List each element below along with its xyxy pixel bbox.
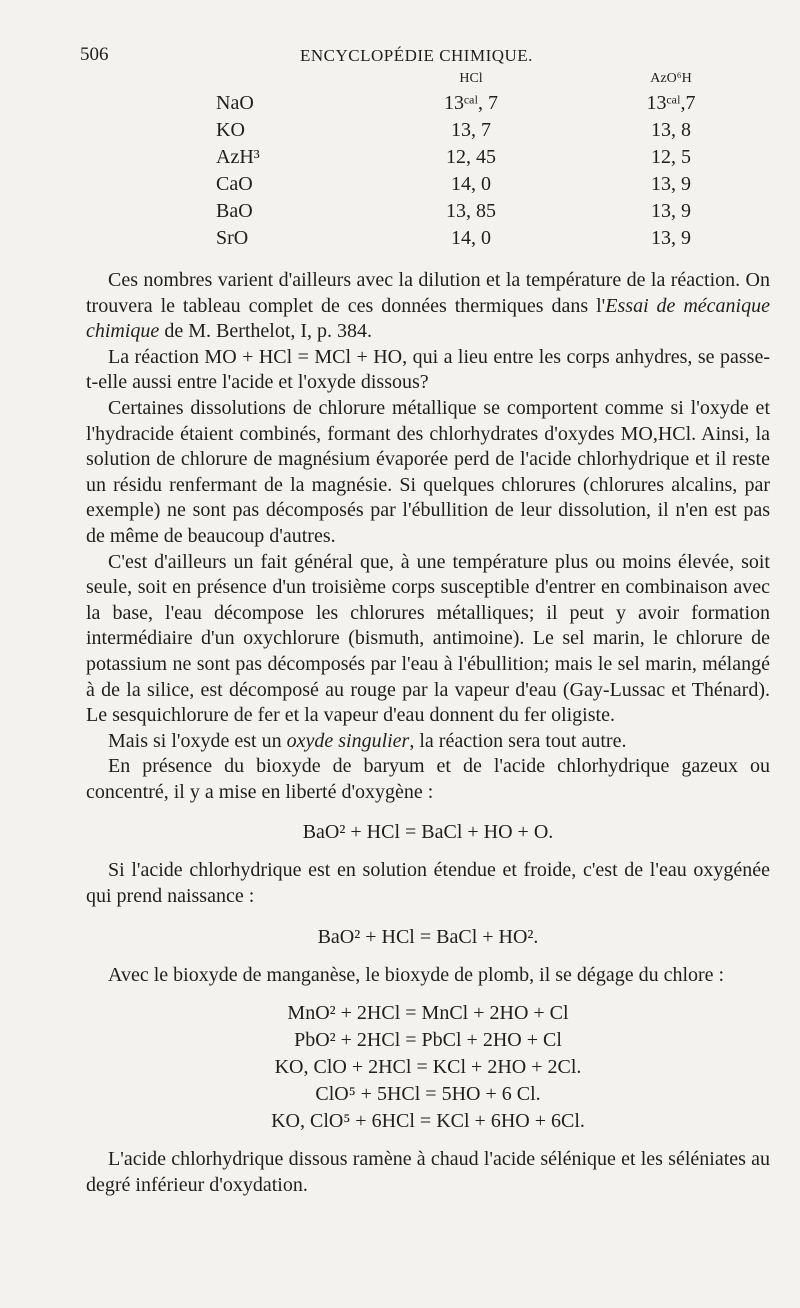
paragraph-barium-peroxide: En présence du bioxyde de baryum et de l'acide chlorhydrique gazeux ou concentré, il y a mise en liberté d'oxygène : (86, 755, 770, 803)
paragraph-dilute-acid: Si l'acide chlorhydrique est en solution étendue et froide, c'est de l'eau oxygénée qui prend naissance : (86, 859, 770, 908)
paragraph-chlorhydrates: Certaines dissolutions de chlorure métallique se comportent comme si l'oxyde et l'hydracide étaient combinés, formant des chlorhydrates d'oxydes MO,HCl. Ainsi, la solution de chlorure de magnésium évaporée perd de l'acide chlorhydrique et il reste un résidu renfermant de la magnésie. Si quelques chlorures (chlorures alcalins, par exemple) ne sont pas décomposés par l'ébullition de leur dissolution, il n'en est pas de même de beaucoup d'autres. (86, 396, 770, 547)
table-cell-hcl: 13, 7 (451, 119, 491, 141)
table-cell-base: NaO (216, 92, 254, 114)
equation-line: MnO² + 2HCl = MnCl + 2HO + Cl (287, 1002, 569, 1025)
page-header (0, 44, 800, 68)
thermochemical-table (190, 68, 766, 252)
equation-line: PbO² + 2HCl = PbCl + 2HO + Cl (294, 1029, 562, 1052)
paragraph-text: Mais si l'oxyde est un (108, 729, 287, 752)
emphasis-term: oxyde singulier (286, 729, 410, 752)
table-cell-base: SrO (216, 227, 249, 249)
equation-oxygenated-water: BaO² + HCl = BaCl + HO². (317, 925, 539, 948)
paragraph-reaction-question: La réaction MO + HCl = MCl + HO, qui a lieu entre les corps anhydres, se passe-t-elle aussi entre l'acide et l'oxyde dissous? (86, 345, 770, 394)
table-cell-base: CaO (216, 173, 253, 195)
table-row (190, 90, 766, 117)
paragraph-text: Ces nombres varient d'ailleurs avec la dilution et la température de la réaction. On trouvera le tableau complet de ces données thermiques dans l' (86, 269, 770, 317)
table-header-azo6h: AzO⁶H (650, 71, 692, 86)
table-cell-base: AzH³ (216, 146, 260, 168)
paragraph-text: , la réaction sera tout autre. (409, 729, 627, 752)
table-cell-hcl: 13, 85 (446, 200, 496, 222)
table-cell-az: 13, 9 (651, 173, 691, 195)
paragraph-singular-oxide (86, 729, 770, 755)
paragraph-chlorine: Avec le bioxyde de manganèse, le bioxyde de plomb, il se dégage du chlore : (108, 963, 725, 986)
running-title: ENCYCLOPÉDIE CHIMIQUE. (300, 46, 533, 65)
equation-line: KO, ClO + 2HCl = KCl + 2HO + 2Cl. (274, 1056, 582, 1079)
table-row (190, 171, 766, 198)
table-row (190, 198, 766, 225)
table-row (190, 225, 766, 252)
paragraph-dilution (86, 268, 770, 345)
table-cell-hcl: 13ᶜᵃˡ, 7 (444, 92, 498, 114)
table-header-empty (190, 68, 366, 90)
table-row (190, 144, 766, 171)
equation-oxygen: BaO² + HCl = BaCl + HO + O. (302, 821, 554, 844)
page-number: 506 (80, 44, 109, 65)
table-cell-az: 13, 9 (651, 227, 691, 249)
equation-line: KO, ClO⁵ + 6HCl = KCl + 6HO + 6Cl. (271, 1110, 585, 1133)
paragraph-selenic: L'acide chlorhydrique dissous ramène à chaud l'acide sélénique et les séléniates au degré inférieur d'oxydation. (86, 1148, 770, 1196)
table-row (190, 117, 766, 144)
table-cell-az: 12, 5 (651, 146, 691, 168)
table-cell-hcl: 12, 45 (446, 146, 496, 168)
book-title: Essai de mécanique chimique (86, 294, 770, 343)
table-cell-hcl: 14, 0 (451, 173, 491, 195)
paragraph-text: de M. Berthelot, I, p. 384. (159, 320, 373, 343)
paragraph-decomposition: C'est d'ailleurs un fait général que, à une température plus ou moins élevée, soit seule, soit en présence d'un troisième corps susceptible d'entrer en combinaison avec la base, l'eau décompose les chlorures métalliques; il peut y avoir formation intermédiaire d'un oxychlorure (bismuth, antimoine). Le sel marin, le chlorure de potassium ne sont pas décomposés par l'eau à l'ébullition; mais le sel marin, mélangé à de la silice, est décomposé au rouge par la vapeur d'eau (Gay-Lussac et Thénard). Le sesquichlorure de fer et la vapeur d'eau donnent du fer oligiste. (86, 550, 770, 727)
body-text (86, 268, 770, 1198)
table-cell-az: 13ᶜᵃˡ,7 (646, 92, 696, 114)
table-cell-hcl: 14, 0 (451, 227, 491, 249)
table-cell-base: BaO (216, 200, 253, 222)
table-cell-base: KO (216, 119, 245, 141)
table-header-hcl: HCl (459, 71, 483, 86)
equation-line: ClO⁵ + 5HCl = 5HO + 6 Cl. (315, 1083, 541, 1106)
table-cell-az: 13, 9 (651, 200, 691, 222)
equation-block (86, 1000, 770, 1135)
table-header-row (190, 68, 766, 90)
table-cell-az: 13, 8 (651, 119, 691, 141)
